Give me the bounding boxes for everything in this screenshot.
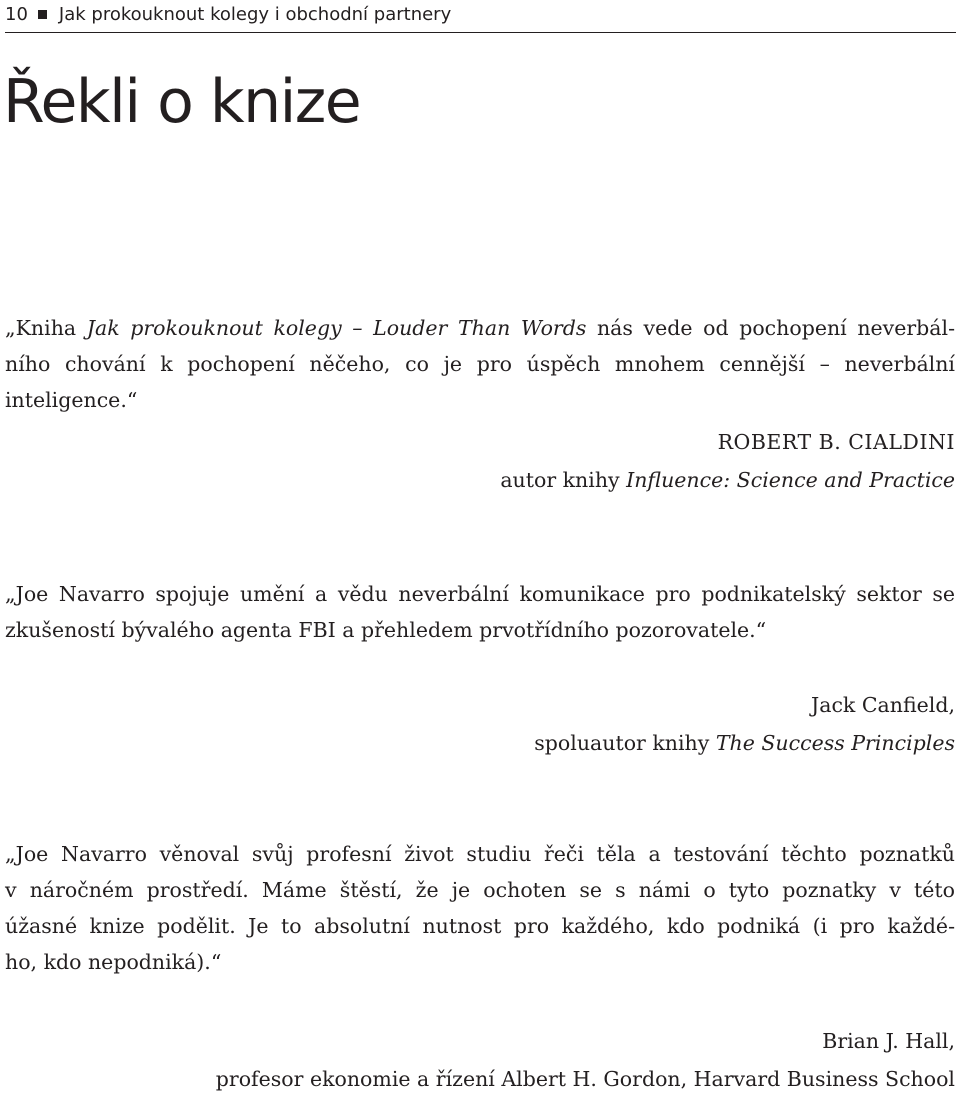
testimonial-attribution-1 [55, 423, 955, 499]
role-text: profesor ekonomie a řízení Albert H. Gordon, Harvard Business School [215, 1067, 955, 1091]
header-rule [5, 32, 956, 33]
quote-line: inteligence.“ [5, 388, 138, 412]
quote-line: zkušeností bývalého agenta FBI a přehledem prvotřídního pozorovatele.“ [5, 618, 767, 642]
quote-text: nás vede od pochopení neverbál- [586, 316, 956, 340]
square-bullet-icon [38, 10, 47, 19]
quote-line: ního chování k pochopení něčeho, co je pro úspěch mnohem cennější – neverbální [5, 352, 955, 376]
quote-line: „Joe Navarro spojuje umění a vědu neverbální komunikace pro podnikatelský sektor se [5, 582, 955, 606]
page-number: 10 [5, 3, 28, 25]
testimonial-quote-1 [5, 310, 955, 418]
author-name: Jack Canfield, [811, 693, 955, 717]
author-name: Brian J. Hall, [822, 1029, 955, 1053]
role-book-title: Influence: Science and Practice [626, 468, 955, 492]
quote-book-title: Jak prokouknout kolegy – Louder Than Words [86, 316, 587, 340]
role-book-title: The Success Principles [715, 731, 955, 755]
role-text: spoluautor knihy [534, 731, 716, 755]
author-role [55, 724, 955, 762]
quote-line: „Joe Navarro věnoval svůj profesní život studiu řeči těla a testování těchto poznatků [5, 842, 955, 866]
author-role [55, 461, 955, 499]
quote-line: ho, kdo nepodniká).“ [5, 950, 222, 974]
testimonial-quote-3 [5, 836, 955, 980]
page-title: Řekli o knize [3, 67, 361, 137]
author-name: ROBERT B. CIALDINI [717, 430, 955, 454]
author-role [55, 1060, 955, 1098]
quote-text: „Kniha [5, 316, 87, 340]
chapter-title: Jak prokouknout kolegy i obchodní partnery [58, 3, 452, 25]
quote-line: v náročném prostředí. Máme štěstí, že je ochoten se s námi o tyto poznatky v této [5, 878, 955, 902]
testimonial-quote-2 [5, 576, 955, 648]
quote-line [5, 310, 955, 346]
running-head [5, 1, 451, 27]
role-text: autor knihy [500, 468, 627, 492]
testimonial-attribution-3 [55, 1022, 955, 1098]
testimonial-attribution-2 [55, 686, 955, 762]
quote-line: úžasné knize podělit. Je to absolutní nutnost pro každého, kdo podniká (i pro každé- [5, 914, 955, 938]
